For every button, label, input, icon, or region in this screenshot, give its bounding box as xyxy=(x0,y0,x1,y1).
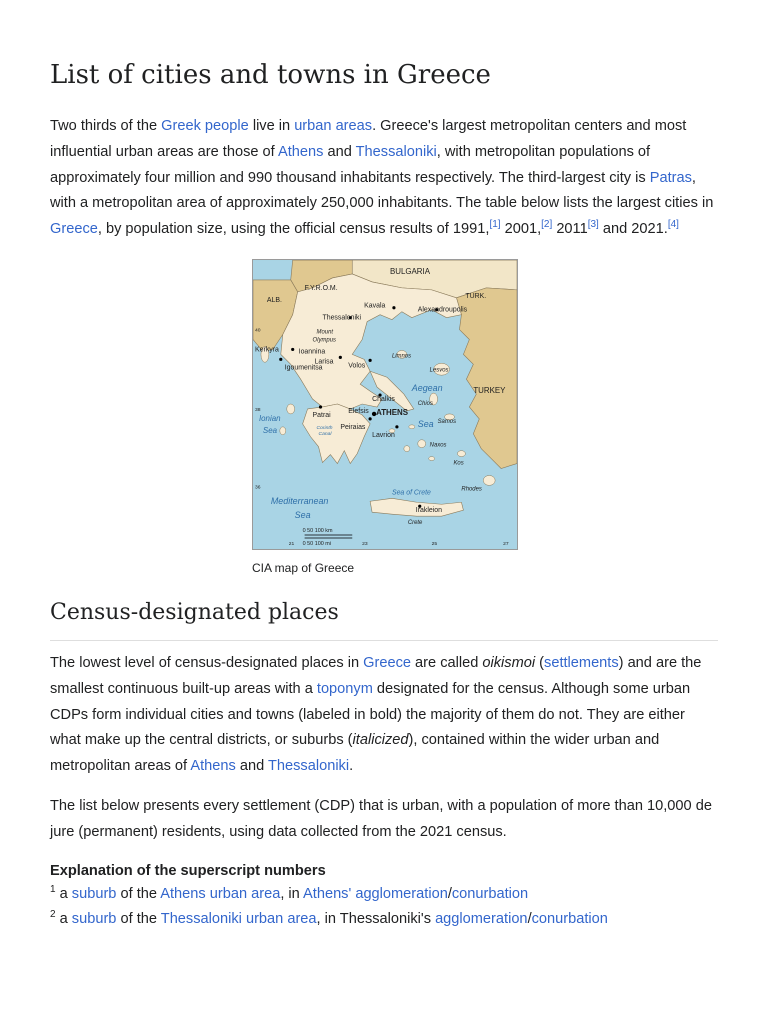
map-grid-label: 21 xyxy=(288,541,295,547)
text: of the xyxy=(116,885,161,902)
text: ( xyxy=(535,654,545,671)
map-label: Elefsis xyxy=(348,407,369,415)
map-label: Kos xyxy=(453,460,464,467)
text: 2011 xyxy=(552,221,588,238)
text: and xyxy=(323,143,356,160)
link-suburb[interactable]: suburb xyxy=(71,910,117,927)
map-label: Rhodes xyxy=(461,486,482,493)
text: , by population size, using the official census results of 1991, xyxy=(97,221,490,238)
map-label: Crete xyxy=(407,520,423,527)
link-suburb[interactable]: suburb xyxy=(71,885,117,902)
intro-paragraph xyxy=(50,114,718,243)
map-label: Peiraias xyxy=(340,423,366,431)
text: ), contained within the wider urban and metropolitan areas of xyxy=(50,732,660,775)
text: Two thirds of the xyxy=(50,118,162,134)
link-conurbation[interactable]: conurbation xyxy=(531,910,608,927)
text: live in xyxy=(248,118,295,134)
link-greek-people[interactable]: Greek people xyxy=(161,118,249,134)
map-grid-label: 40 xyxy=(254,328,261,334)
map-label: Thessaloniki xyxy=(322,314,362,322)
map-label: Patrai xyxy=(312,411,331,419)
map-label: ALB. xyxy=(266,296,282,304)
map-label: Mediterranean xyxy=(270,496,329,507)
map-label: Aegean xyxy=(411,383,443,394)
text: . Greece's largest metropolitan centers and most influential urban areas are those of xyxy=(50,118,687,160)
text: and 2021. xyxy=(598,221,668,238)
map-label: Samos xyxy=(437,418,457,425)
link-greece[interactable]: Greece xyxy=(50,221,98,238)
map-figure xyxy=(252,259,518,576)
map-grid-label: 27 xyxy=(503,541,509,547)
map-label: Chalkis xyxy=(372,396,395,404)
footnote-2 xyxy=(50,907,718,932)
text: designated for the census. Although some urban CDPs form individual cities and towns (labeled in bold) the majority of them do not. They are either what make up the central districts, or suburbs ( xyxy=(50,680,691,749)
map-label: TURK. xyxy=(465,292,487,300)
map-grid-label: 23 xyxy=(362,541,368,547)
map-label: Sea of Crete xyxy=(391,489,431,497)
link-thessaloniki[interactable]: Thessaloniki xyxy=(267,758,350,775)
term-oikismoi: oikismoi xyxy=(482,654,536,671)
section-heading-census: Census-designated places xyxy=(50,598,718,641)
reference-2[interactable]: [2] xyxy=(541,219,553,231)
text: , with a metropolitan area of approximately 250,000 inhabitants. The table below lists the largest cities in xyxy=(50,169,714,212)
footnote-number: 1 xyxy=(50,883,56,895)
link-agglomeration[interactable]: agglomeration xyxy=(435,910,528,927)
text: 2001, xyxy=(500,221,542,238)
map-label: Naxos xyxy=(429,442,447,449)
reference-4[interactable]: [4] xyxy=(667,219,679,231)
page-title: List of cities and towns in Greece xyxy=(50,60,491,90)
map-label: Ionian xyxy=(258,413,281,423)
map-label: Larisa xyxy=(314,358,334,366)
map-label: Volos xyxy=(348,362,366,370)
greece-map-image[interactable] xyxy=(252,259,518,550)
text: , in Thessaloniki's xyxy=(316,910,436,927)
text: are called xyxy=(411,654,483,671)
text: a xyxy=(55,885,72,902)
map-label: Kerkyra xyxy=(254,346,279,354)
map-label: Lesvos xyxy=(429,367,449,374)
map-label: Limnos xyxy=(391,353,412,360)
footnote-1 xyxy=(50,882,718,907)
text: , with metropolitan populations of approximately four million and 990 thousand inhabitants respectively. The third-largest city is xyxy=(50,143,651,186)
map-label: Irakleion xyxy=(415,507,443,515)
map-label: Ioannina xyxy=(298,348,326,356)
map-caption: CIA map of Greece xyxy=(252,560,355,575)
census-paragraph xyxy=(50,651,718,780)
map-label: Kavala xyxy=(364,302,386,310)
link-patras[interactable]: Patras xyxy=(649,169,692,186)
list-description-paragraph: The list below presents every settlement (CDP) that is urban, with a population of more than 10,000 de jure (permanent) residents, using data collected from the 2021 census. xyxy=(50,797,712,840)
map-label: Alexandroupolis xyxy=(417,306,468,314)
link-settlements[interactable]: settlements xyxy=(544,654,619,671)
map-label: Mount xyxy=(316,329,334,336)
link-thessaloniki-urban-area[interactable]: Thessaloniki urban area xyxy=(160,910,317,927)
text: of the xyxy=(116,910,161,927)
text: . xyxy=(349,758,354,775)
term-italicized: italicized xyxy=(352,732,409,749)
map-grid-label: 36 xyxy=(254,485,261,491)
link-urban-areas[interactable]: urban areas xyxy=(294,118,373,134)
link-conurbation[interactable]: conurbation xyxy=(451,885,529,902)
map-label: Igoumenitsa xyxy=(284,364,323,372)
map-grid-label: 25 xyxy=(431,541,438,547)
text: and xyxy=(235,758,268,775)
reference-3[interactable]: [3] xyxy=(587,219,599,231)
map-label: Corinth xyxy=(316,425,333,431)
map-label: Sea xyxy=(417,418,434,429)
text: / xyxy=(527,910,532,927)
map-label: Sea xyxy=(294,510,311,521)
link-greece[interactable]: Greece xyxy=(363,654,411,671)
link-athens-agglomeration[interactable]: Athens' agglomeration xyxy=(303,885,448,902)
map-scale-mi: 0 50 100 mi xyxy=(302,540,332,547)
link-athens[interactable]: Athens xyxy=(190,758,236,775)
map-label: BULGARIA xyxy=(389,266,431,276)
reference-1[interactable]: [1] xyxy=(489,219,501,231)
map-label: Olympus xyxy=(312,337,336,344)
text: / xyxy=(447,885,452,902)
map-grid-label: 38 xyxy=(254,407,261,413)
link-thessaloniki[interactable]: Thessaloniki xyxy=(355,143,437,160)
map-label: Canal xyxy=(318,431,332,437)
map-label: Chios xyxy=(417,400,433,407)
text: , in xyxy=(280,885,304,902)
link-athens-urban-area[interactable]: Athens urban area xyxy=(160,885,281,902)
map-label: TURKEY xyxy=(473,386,506,396)
footnote-number: 2 xyxy=(50,908,56,920)
text: ) and are the smallest continuous built-up areas with a xyxy=(50,654,702,697)
map-label: Lavrion xyxy=(372,431,395,439)
map-scale-km: 0 50 100 km xyxy=(302,528,333,535)
map-label: ATHENS xyxy=(376,407,409,417)
text: The lowest level of census-designated places in xyxy=(50,654,364,671)
map-label: F.Y.R.O.M. xyxy=(304,284,338,292)
explanation-heading: Explanation of the superscript numbers xyxy=(50,862,326,879)
map-label: Sea xyxy=(262,425,278,435)
link-toponym[interactable]: toponym xyxy=(316,680,373,697)
link-athens[interactable]: Athens xyxy=(277,143,324,160)
text: a xyxy=(55,910,72,927)
